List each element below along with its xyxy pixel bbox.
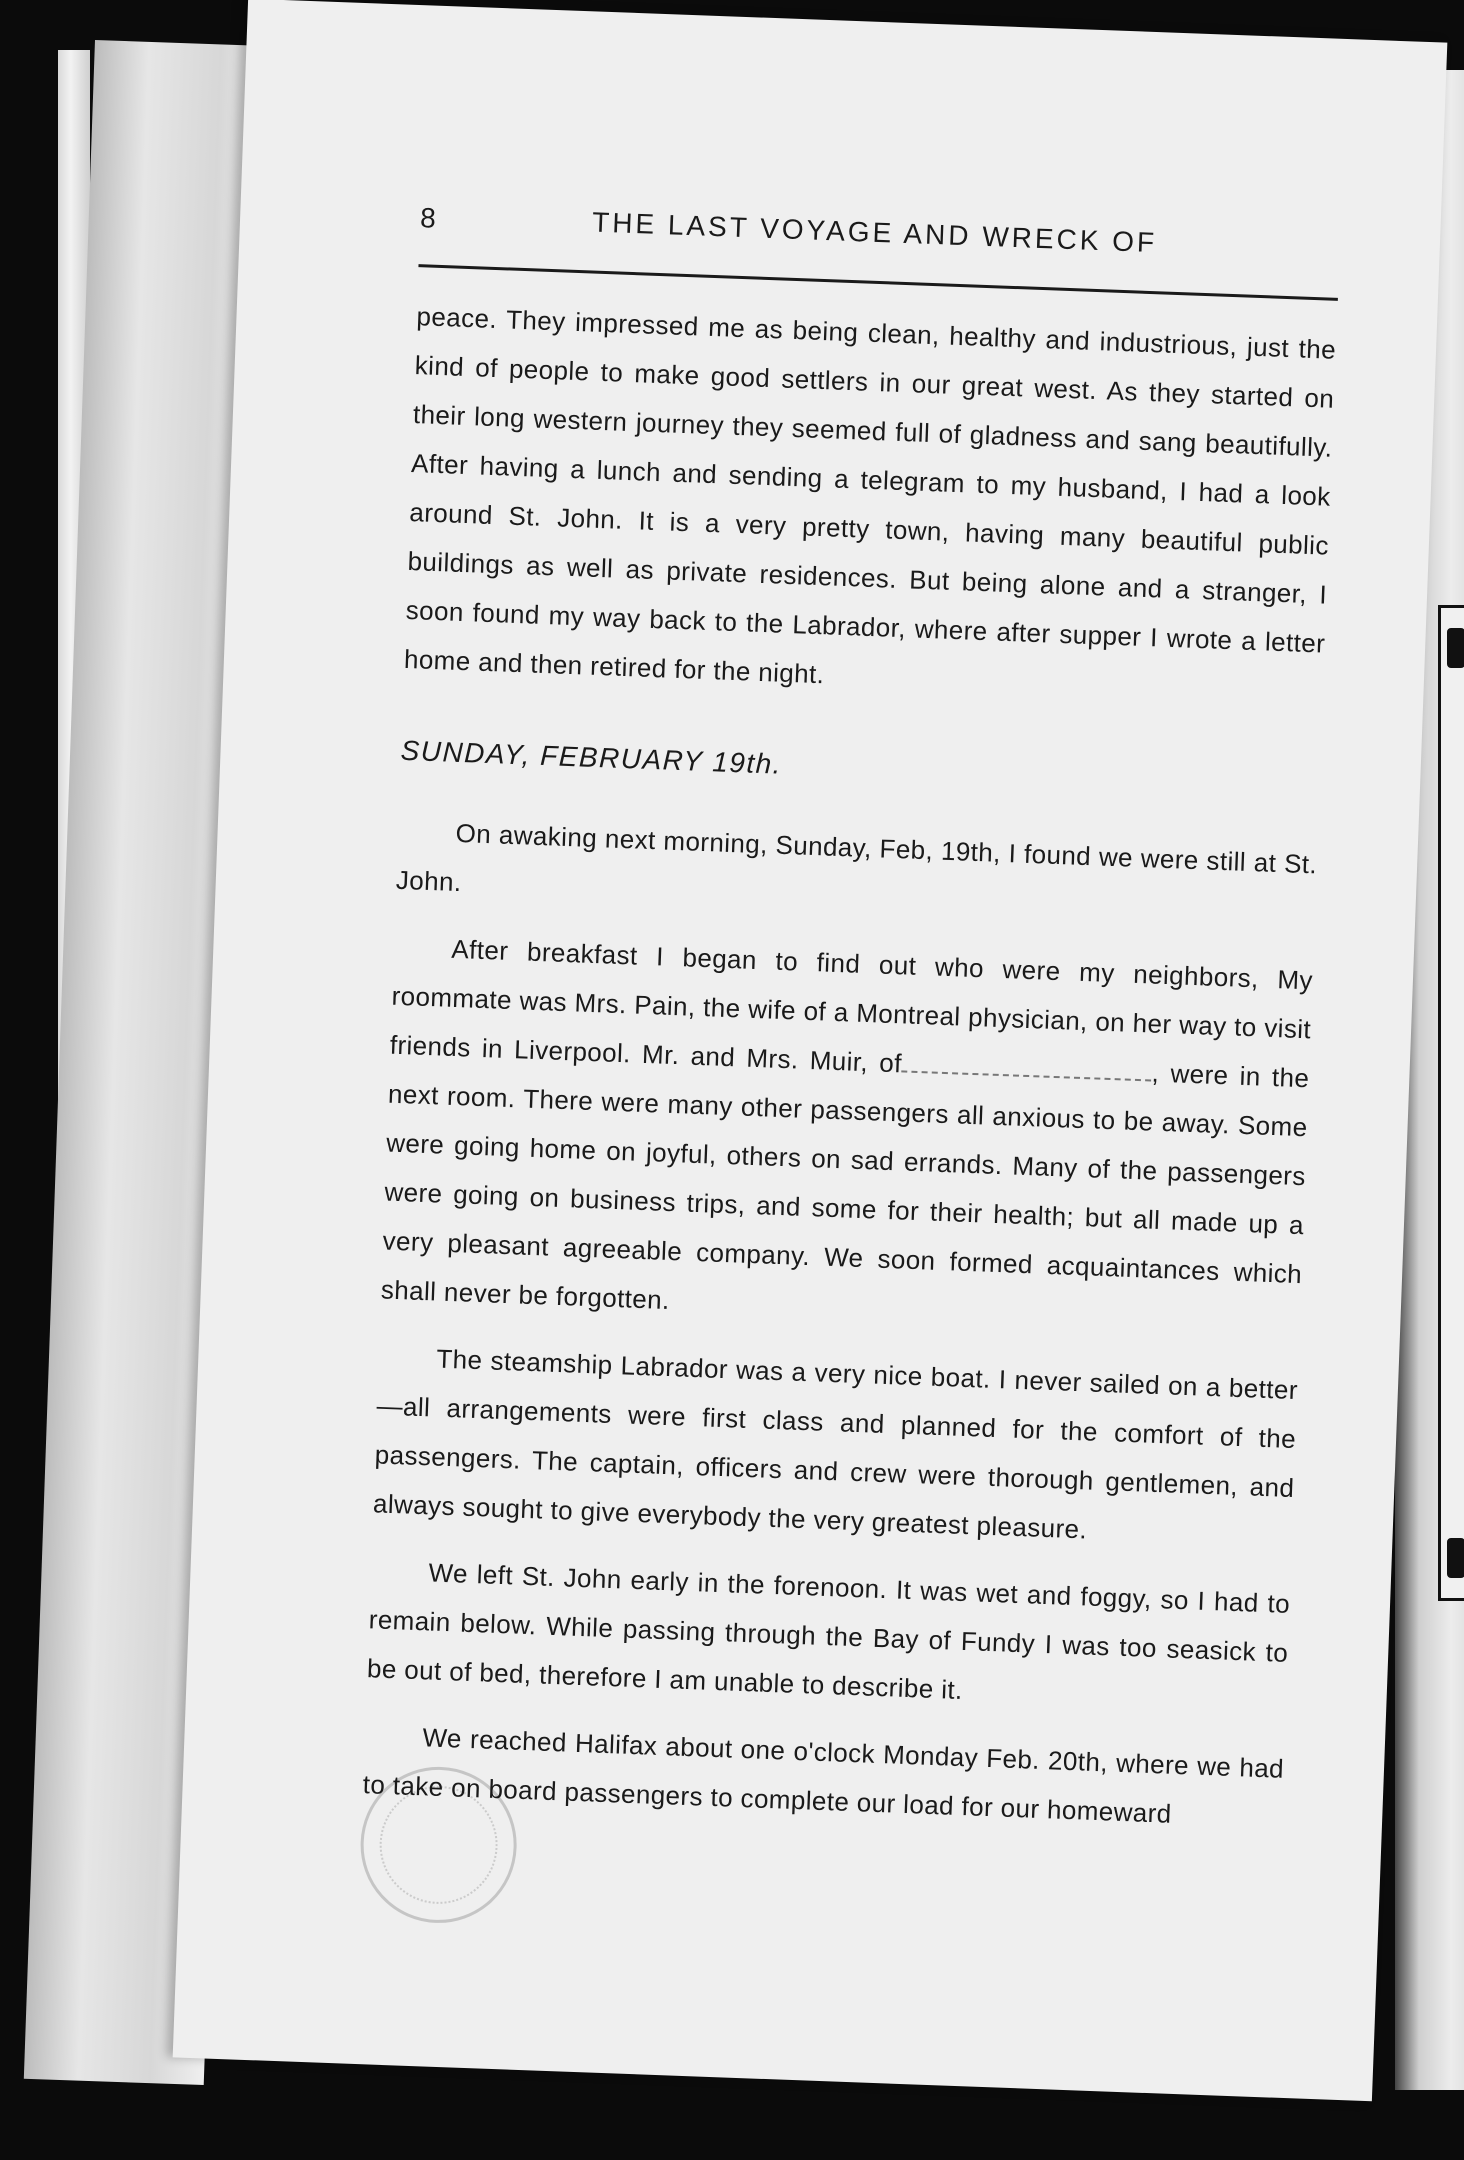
paragraph: We reached Halifax about one o'clock Monday Feb. 20th, where we had to take on board passengers to complete our load for our homeward (362, 1722, 1285, 1829)
paragraph-text: After breakfast I began to find out who were my neighbors, My roommate was Mrs. Pain, the wife of a Montreal physician, on her way to visit friends in Liverpool. Mr. and Mrs. Muir, of (389, 933, 1314, 1079)
facing-page-mark (1447, 1538, 1464, 1578)
paragraph: On awaking next morning, Sunday, Feb, 19th, I found we were still at St. John. (395, 817, 1318, 898)
page-number: 8 (419, 202, 438, 234)
facing-page-mark (1447, 628, 1464, 668)
section-heading: SUNDAY, FEBRUARY 19th. (400, 734, 783, 780)
body-text (362, 292, 1337, 1843)
paragraph-text: , were in the next room. There were many other passengers all anxious to be away. Some were going home on joyful, others on sad errands. Many of the passengers were going on business trips, and some for their health; but all made up a very pleasant agreeable company. We soon formed acquaintances which shall never be forgotten. (380, 1057, 1310, 1316)
paragraph: The steamship Labrador was a very nice boat. I never sailed on a better—all arrangements were first class and planned for the comfort of the passengers. The captain, officers and crew were thorough gentlemen, and always sought to give everybody the very greatest pleasure. (372, 1343, 1299, 1545)
running-header (419, 200, 1361, 294)
header-rule (418, 264, 1337, 301)
paragraph: peace. They impressed me as being clean, healthy and industrious, just the kind of people to make good settlers in our great west. As they started on their long western journey they seemed full of gladness and sang beautifully. After having a lunch and sending a telegram to my husband, I had a look around St. John. It is a very pretty town, having many beautiful public buildings as well as private residences. But being alone and a stranger, I soon found my way back to the Labrador, where after supper I wrote a letter home and then retired for the night. (403, 301, 1337, 690)
book-page (173, 0, 1448, 2101)
paragraph (380, 923, 1314, 1348)
paragraph: We left St. John early in the forenoon. It was wet and foggy, so I had to remain below. While passing through the Bay of Fundy I was too seasick to be out of bed, therefore I am unable to describe it. (366, 1557, 1291, 1706)
running-title: THE LAST VOYAGE AND WRECK OF (591, 206, 1158, 259)
page-content (361, 200, 1360, 1861)
blank-line (902, 1050, 1153, 1081)
facing-page-frame (1438, 605, 1464, 1601)
